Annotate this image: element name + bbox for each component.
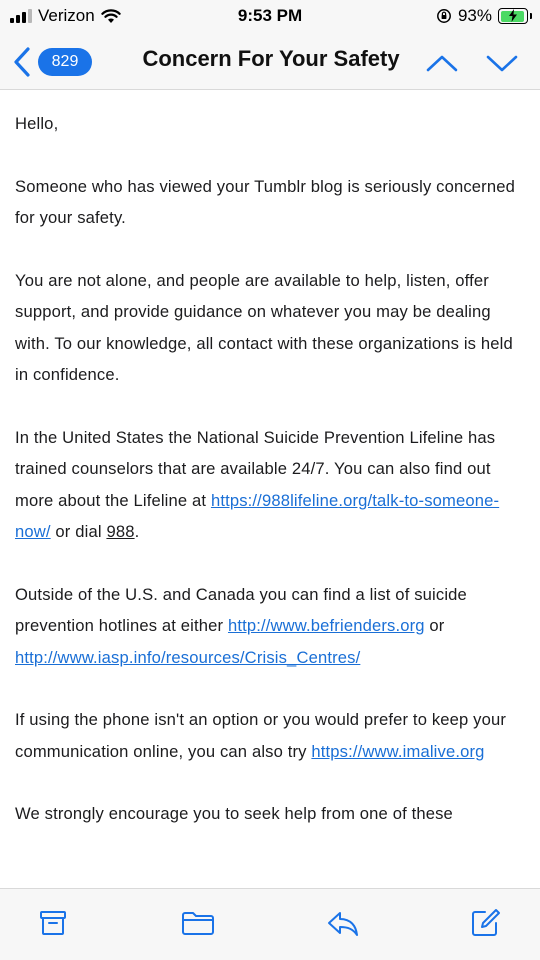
battery-percent: 93% bbox=[457, 6, 492, 25]
lifeline-mid-text: or dial bbox=[50, 522, 107, 541]
back-chevron-icon[interactable] bbox=[10, 44, 34, 80]
compose-icon bbox=[469, 907, 501, 939]
email-body[interactable] bbox=[0, 90, 540, 888]
lifeline-end-text: . bbox=[134, 522, 140, 541]
email-paragraph-encourage: We strongly encourage you to seek help from one of these bbox=[15, 804, 453, 823]
folder-icon bbox=[180, 908, 216, 938]
next-message-chevron-down-icon[interactable] bbox=[484, 48, 520, 78]
email-paragraph-concern: Someone who has viewed your Tumblr blog is seriously concerned for your safety. bbox=[15, 176, 515, 227]
mail-nav-bar bbox=[0, 34, 540, 90]
email-paragraph-international bbox=[15, 579, 524, 674]
archive-icon bbox=[38, 908, 68, 938]
status-bar bbox=[0, 0, 540, 34]
mail-toolbar bbox=[0, 888, 540, 960]
reply-button[interactable] bbox=[323, 903, 363, 943]
battery-icon bbox=[498, 8, 528, 24]
compose-button[interactable] bbox=[465, 903, 505, 943]
move-to-folder-button[interactable] bbox=[178, 903, 218, 943]
orientation-lock-icon bbox=[436, 8, 452, 24]
imalive-link[interactable]: https://www.imalive.org bbox=[311, 741, 485, 761]
carrier-name: Verizon bbox=[38, 6, 95, 25]
charging-bolt-icon bbox=[508, 9, 518, 22]
battery-cap bbox=[530, 13, 533, 19]
status-right bbox=[436, 6, 528, 26]
dial-number-link[interactable]: 988 bbox=[106, 522, 135, 541]
archive-button[interactable] bbox=[33, 903, 73, 943]
email-paragraph-support: You are not alone, and people are available to help, listen, offer support, and provide guidance on whatever you may be dealing with. To our knowledge, all contact with these organizations is held in confidence. bbox=[15, 270, 513, 384]
email-greeting: Hello, bbox=[15, 114, 59, 133]
previous-message-chevron-up-icon[interactable] bbox=[424, 48, 460, 78]
email-subject-title: Concern For Your Safety bbox=[142, 46, 400, 71]
email-paragraph-online bbox=[15, 704, 524, 767]
befrienders-link[interactable]: http://www.befrienders.org bbox=[227, 616, 425, 635]
reply-icon bbox=[325, 908, 361, 938]
international-mid-text: or bbox=[424, 616, 445, 635]
status-time: 9:53 PM bbox=[237, 6, 303, 25]
email-paragraph-lifeline bbox=[15, 422, 524, 548]
international-text: Outside of the U.S. and Canada you can find a list of suicide prevention hotlines at either bbox=[15, 584, 467, 635]
lifeline-link[interactable]: https://988lifeline.org/talk-to-someone-now/ bbox=[15, 490, 500, 541]
online-text: If using the phone isn't an option or you would prefer to keep your communication online, you can also try bbox=[15, 710, 507, 761]
inbox-unread-count-button[interactable]: 829 bbox=[38, 48, 92, 76]
iasp-link[interactable]: http://www.iasp.info/resources/Crisis_Centres/ bbox=[15, 647, 361, 667]
lifeline-text: In the United States the National Suicide Prevention Lifeline has trained counselors that are available 24/7. You can also find out more about the Lifeline at bbox=[15, 427, 496, 510]
